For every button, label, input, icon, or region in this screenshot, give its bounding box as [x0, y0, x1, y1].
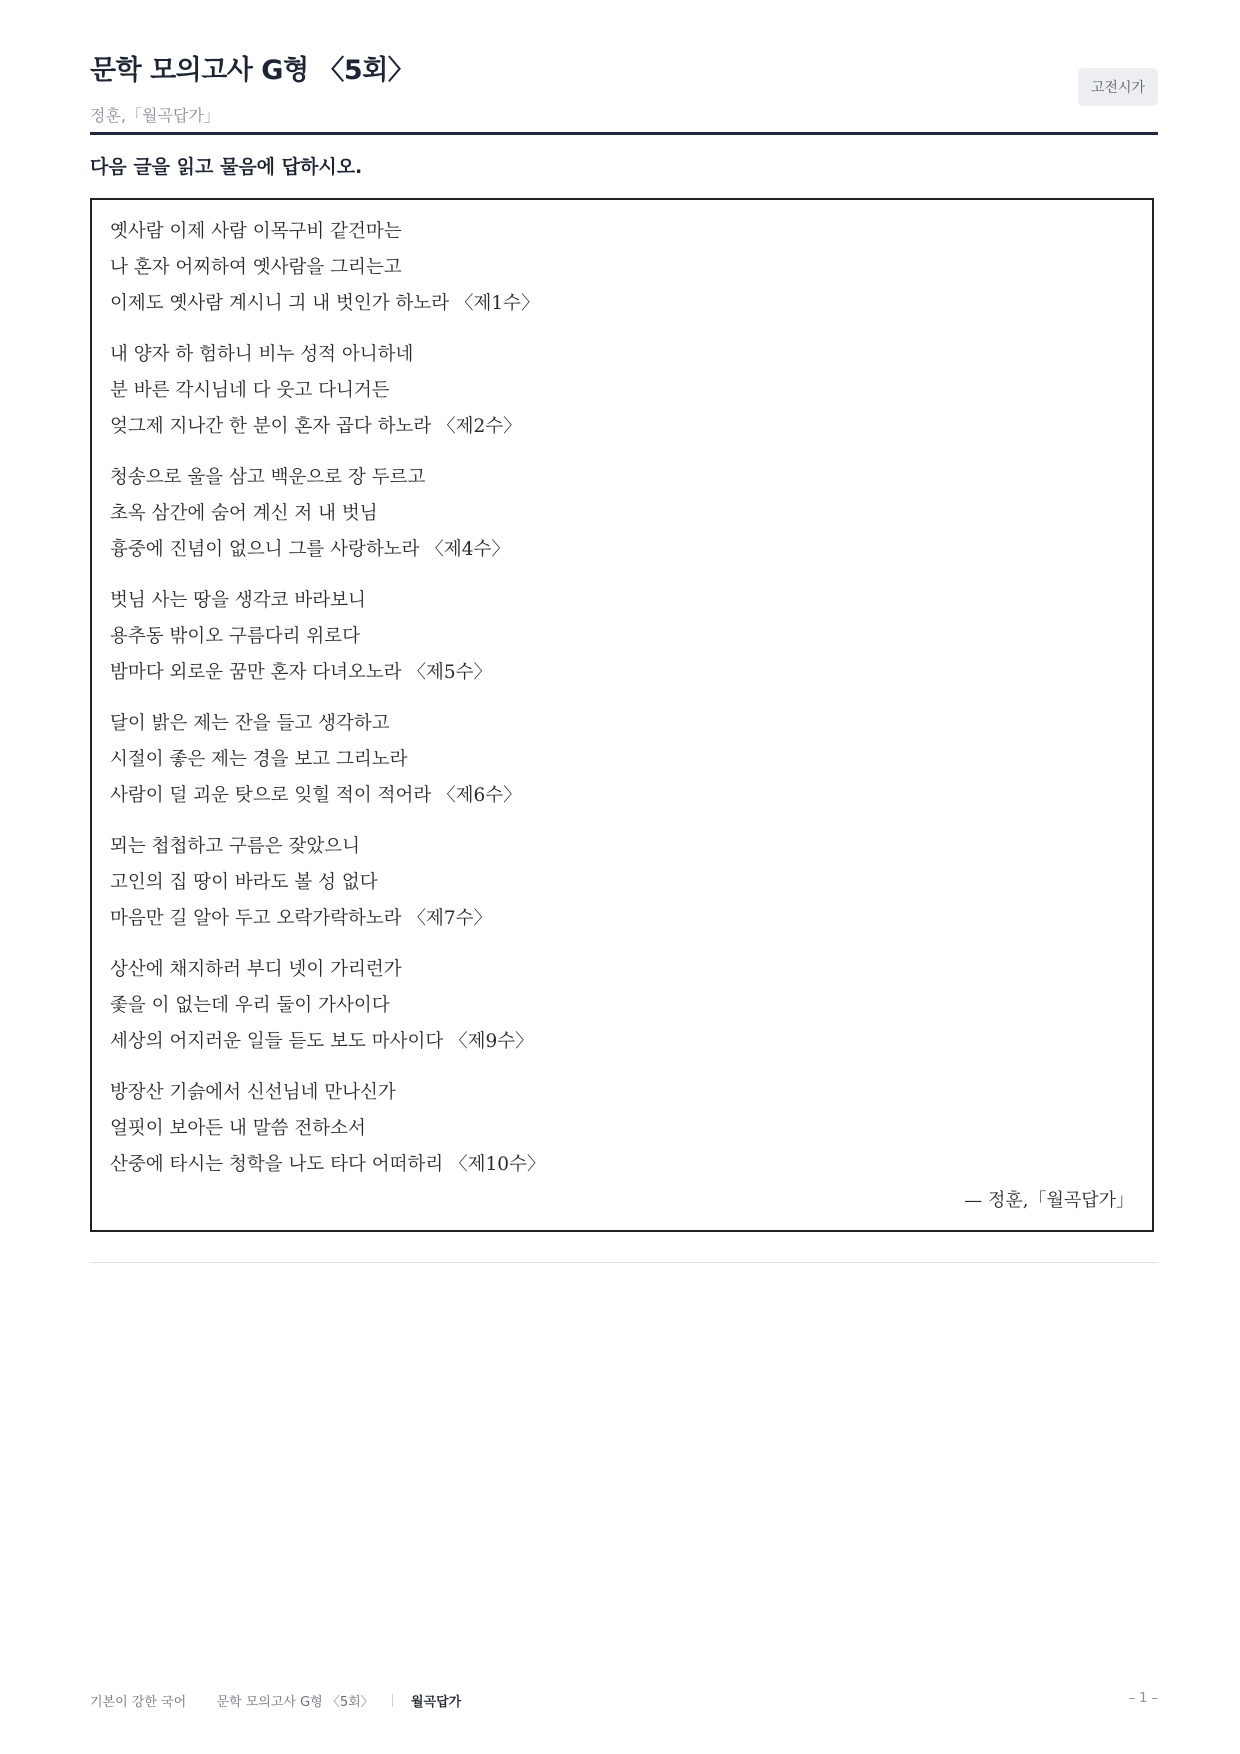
poem-line: 상산에 채지하러 부디 넷이 가리런가: [110, 959, 402, 980]
poem-stanza: [110, 952, 1134, 1060]
page-title: 문학 모의고사 G형 〈5회〉: [90, 55, 415, 86]
page-footer: [90, 1691, 1158, 1710]
poem-line: 내 양자 하 험하니 비누 성적 아니하네: [110, 344, 414, 365]
poem-line: 고인의 집 땅이 바라도 볼 성 없다: [110, 872, 378, 893]
poem-line: 방장산 기슭에서 신선님네 만나신가: [110, 1082, 396, 1103]
poem-stanza: [110, 337, 1134, 445]
passage-box: [90, 198, 1154, 1232]
poem-line: 좇을 이 없는데 우리 둘이 가사이다: [110, 995, 390, 1016]
footer-exam-title: 문학 모의고사 G형 〈5회〉: [216, 1695, 374, 1710]
poem-line: 마음만 길 알아 두고 오락가락하노라 〈제7수〉: [110, 908, 492, 929]
poem-line: 이제도 옛사람 계시니 긔 내 벗인가 하노라 〈제1수〉: [110, 293, 540, 314]
page-header: [90, 48, 1158, 126]
poem-stanza: [110, 829, 1134, 937]
poem-line: 청송으로 울을 삼고 백운으로 장 두르고: [110, 467, 426, 488]
poem-line: 흉중에 진념이 없으니 그를 사랑하노라 〈제4수〉: [110, 539, 510, 560]
poem-stanza: [110, 706, 1134, 814]
poem-line: 시절이 좋은 제는 경을 보고 그리노라: [110, 749, 408, 770]
poem-line: 나 혼자 어찌하여 옛사람을 그리는고: [110, 257, 402, 278]
poem-line: 산중에 타시는 청학을 나도 타다 어떠하리 〈제10수〉: [110, 1154, 546, 1175]
poem-stanzas: [110, 214, 1134, 1183]
poem-line: 밤마다 외로운 꿈만 혼자 다녀오노라 〈제5수〉: [110, 662, 492, 683]
genre-badge: 고전시가: [1078, 68, 1158, 106]
page-number: – 1 –: [1128, 1691, 1158, 1706]
poem-line: 얼핏이 보아든 내 말씀 전하소서: [110, 1118, 366, 1139]
footer-brand: 기본이 강한 국어: [90, 1695, 187, 1710]
poem-line: 벗님 사는 땅을 생각코 바라보니: [110, 590, 366, 611]
content-divider: [90, 1262, 1158, 1263]
footer-current-work: 월곡답가: [410, 1695, 462, 1710]
poem-stanza: [110, 583, 1134, 691]
poem-line: 옛사람 이제 사람 이목구비 같건마는: [110, 221, 402, 242]
poem-line: 세상의 어지러운 일들 듣도 보도 마사이다 〈제9수〉: [110, 1031, 534, 1052]
question-instruction: 다음 글을 읽고 물음에 답하시오.: [90, 156, 363, 178]
footer-separator: [392, 1694, 393, 1707]
page-subtitle: 정훈,「월곡답가」: [90, 106, 220, 125]
poem-stanza: [110, 1075, 1134, 1183]
passage-source: — 정훈,「월곡답가」: [964, 1190, 1134, 1211]
header-divider: [90, 132, 1158, 135]
poem-line: 용추동 밖이오 구름다리 위로다: [110, 626, 360, 647]
poem-stanza: [110, 460, 1134, 568]
poem-line: 사람이 덜 괴운 탓으로 잊힐 적이 적어라 〈제6수〉: [110, 785, 522, 806]
poem-line: 달이 밝은 제는 잔을 들고 생각하고: [110, 713, 390, 734]
poem-line: 뫼는 첩첩하고 구름은 잦았으니: [110, 836, 360, 857]
poem-line: 엊그제 지나간 한 분이 혼자 곱다 하노라 〈제2수〉: [110, 416, 522, 437]
poem-line: 분 바른 각시님네 다 웃고 다니거든: [110, 380, 390, 401]
poem-stanza: [110, 214, 1134, 322]
poem-line: 초옥 삼간에 숨어 계신 저 내 벗님: [110, 503, 378, 524]
